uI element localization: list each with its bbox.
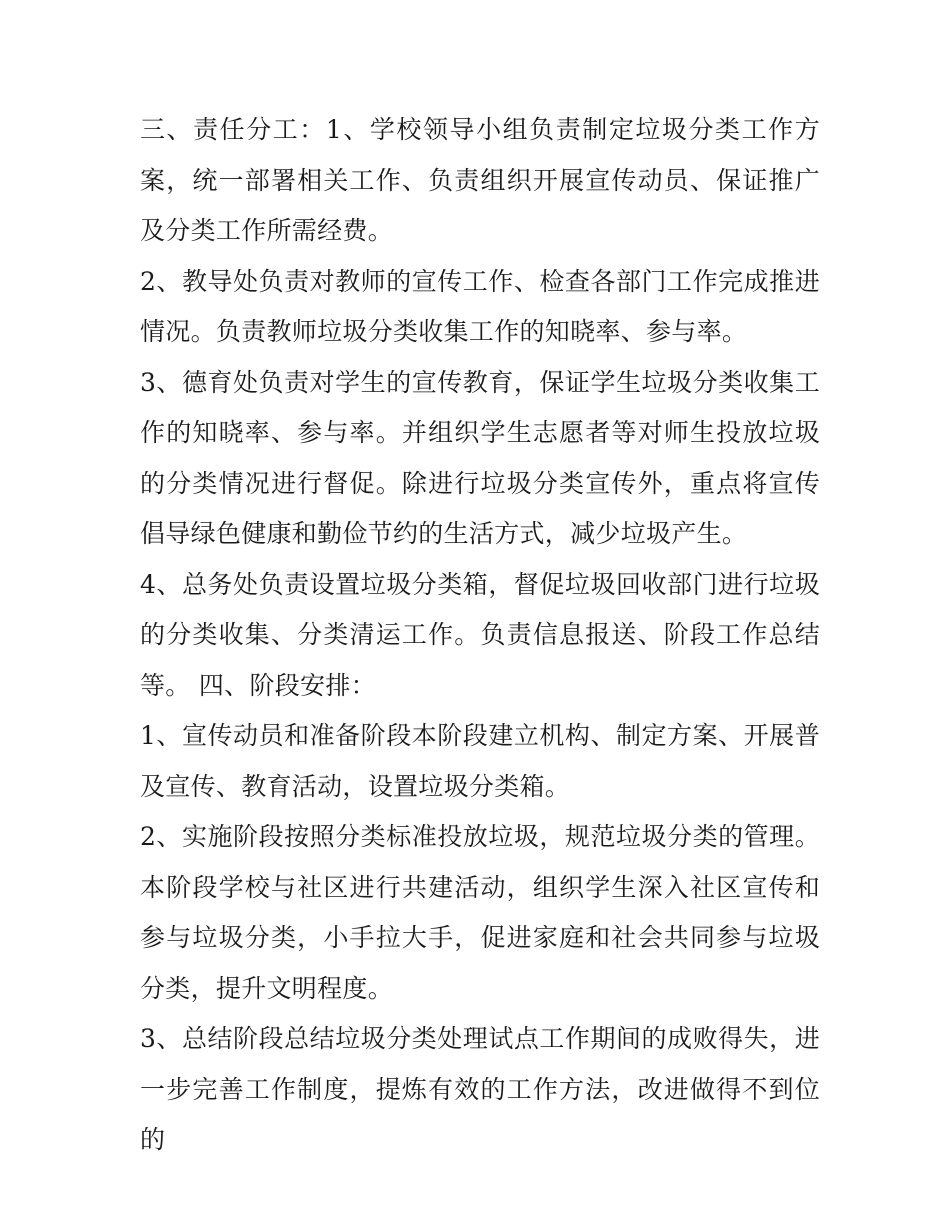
- paragraph-responsibilities: 三、责任分工：1、学校领导小组负责制定垃圾分类工作方案，统一部署相关工作、负责组织开展宣传动员、保证推广及分类工作所需经费。: [140, 115, 820, 245]
- paragraph-general-affairs-office: 4、总务处负责设置垃圾分类箱，督促垃圾回收部门进行垃圾的分类收集、分类清运工作。负责信息报送、阶段工作总结等。 四、阶段安排：: [140, 569, 820, 700]
- document-page: [140, 105, 820, 1166]
- paragraph-moral-education-office: 3、德育处负责对学生的宣传教育，保证学生垃圾分类收集工作的知晓率、参与率。并组织学生志愿者等对师生投放垃圾的分类情况进行督促。除进行垃圾分类宣传外，重点将宣传倡导绿色健康和勤俭节约的生活方式，减少垃圾产生。: [140, 367, 820, 548]
- paragraph-stage-preparation: 1、宣传动员和准备阶段本阶段建立机构、制定方案、开展普及宣传、教育活动，设置垃圾分类箱。: [140, 721, 820, 801]
- paragraph-stage-summary: 3、总结阶段总结垃圾分类处理试点工作期间的成败得失，进一步完善工作制度，提炼有效的工作方法，改进做得不到位的: [140, 1024, 820, 1154]
- paragraph-stage-implementation: 2、实施阶段按照分类标准投放垃圾，规范垃圾分类的管理。本阶段学校与社区进行共建活动，组织学生深入社区宣传和参与垃圾分类，小手拉大手，促进家庭和社会共同参与垃圾分类，提升文明程度。: [140, 822, 820, 1003]
- paragraph-teaching-office: 2、教导处负责对教师的宣传工作、检查各部门工作完成推进情况。负责教师垃圾分类收集工作的知晓率、参与率。: [140, 266, 820, 346]
